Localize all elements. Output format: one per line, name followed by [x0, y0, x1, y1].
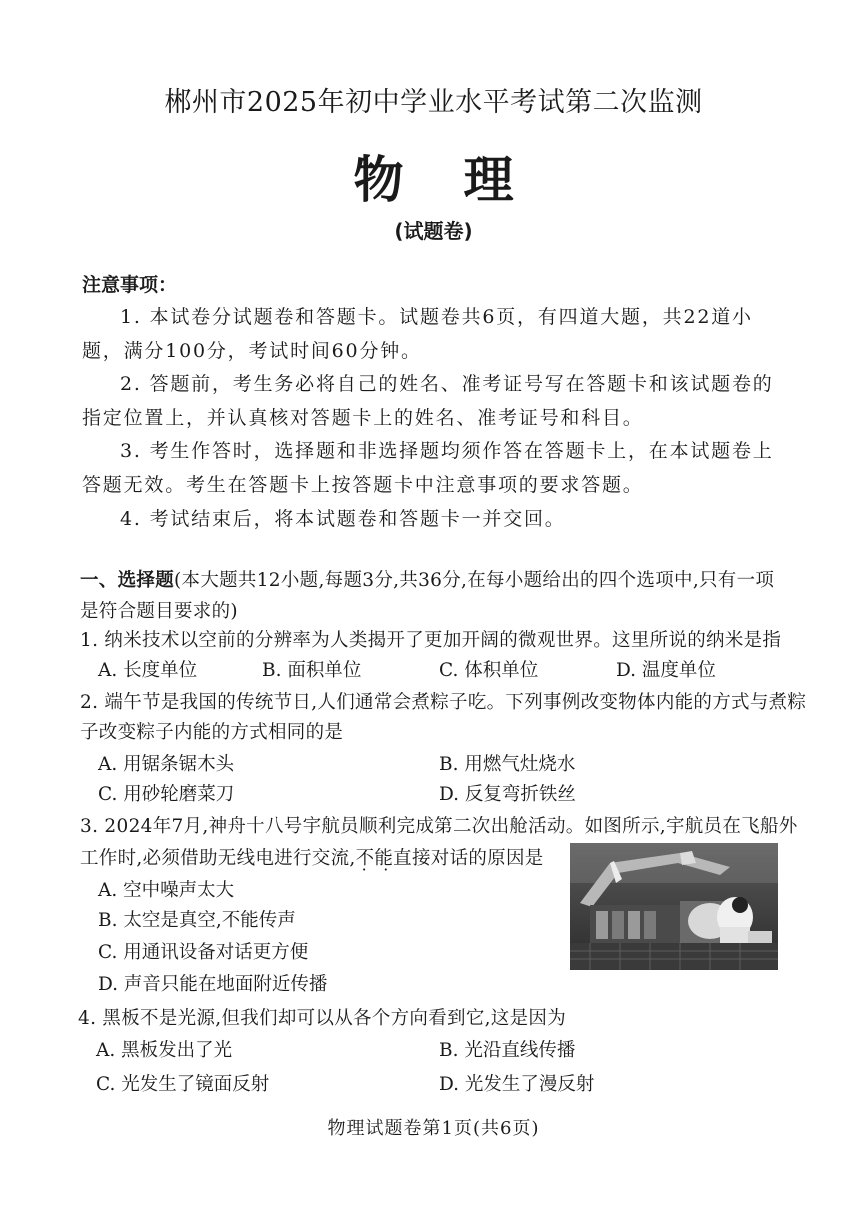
- subject-title: 物理: [353, 151, 574, 209]
- question-3-stem: 3. 2024年7月,神舟十八号宇航员顺利完成第二次出舱活动。如图所示,宇航员在飞船外: [80, 816, 798, 837]
- question-2-option-c: C. 用砂轮磨菜刀: [98, 784, 235, 805]
- section-1-header: [80, 566, 774, 592]
- notice-item-1: 1. 本试卷分试题卷和答题卡。试题卷共6页，有四道大题，共22道小: [120, 306, 753, 328]
- question-1-option-a: A. 长度单位: [98, 660, 198, 681]
- question-1-option-c: C. 体积单位: [439, 660, 539, 681]
- notice-item-3: 3. 考生作答时，选择题和非选择题均须作答在答题卡上，在本试题卷上: [120, 440, 774, 462]
- question-1-stem: 1. 纳米技术以空前的分辨率为人类揭开了更加开阔的微观世界。这里所说的纳米是指: [80, 630, 782, 651]
- question-4-option-d: D. 光发生了漫反射: [439, 1074, 595, 1095]
- notice-item-2-cont: 指定位置上，并认真核对答题卡上的姓名、准考证号和科目。: [82, 407, 644, 429]
- question-4-option-c: C. 光发生了镜面反射: [96, 1074, 270, 1095]
- section-1-desc-cont: 是符合题目要求的): [80, 601, 238, 622]
- question-4-option-a: A. 黑板发出了光: [96, 1040, 233, 1061]
- question-3-stem-part: 工作时,必须借助无线电进行交流,: [80, 848, 356, 869]
- paper-type: (试题卷): [394, 219, 473, 243]
- question-1-option-d: D. 温度单位: [616, 660, 716, 681]
- question-3-stem-cont: [80, 844, 544, 870]
- question-3-stem-end: 直接对话的原因是: [393, 848, 544, 869]
- question-3-option-b: B. 太空是真空,不能传声: [98, 910, 296, 931]
- question-4-option-b: B. 光沿直线传播: [439, 1040, 576, 1061]
- section-1-desc: (本大题共12小题,每题3分,共36分,在每小题给出的四个选项中,只有一项: [174, 570, 775, 591]
- notice-heading: 注意事项：: [82, 274, 178, 296]
- question-2-stem: 2. 端午节是我国的传统节日,人们通常会煮粽子吃。下列事例改变物体内能的方式与煮粽: [80, 692, 807, 713]
- notice-item-4: 4. 考试结束后，将本试题卷和答题卡一并交回。: [120, 508, 566, 530]
- section-1-label: 一、选择题: [80, 570, 175, 591]
- question-1-option-b: B. 面积单位: [262, 660, 362, 681]
- spacewalk-photo: [570, 843, 778, 970]
- question-2-option-b: B. 用燃气灶烧水: [439, 754, 576, 775]
- question-3-option-d: D. 声音只能在地面附近传播: [98, 974, 328, 995]
- exam-title: 郴州市2025年初中学业水平考试第二次监测: [164, 87, 703, 118]
- page-footer: 物理试题卷第1页(共6页): [327, 1118, 540, 1139]
- question-3-option-a: A. 空中噪声太大: [98, 880, 235, 901]
- question-4-stem: 4. 黑板不是光源,但我们却可以从各个方向看到它,这是因为: [78, 1008, 566, 1029]
- question-2-option-a: A. 用锯条锯木头: [98, 754, 235, 775]
- question-2-option-d: D. 反复弯折铁丝: [439, 784, 576, 805]
- notice-item-2: 2. 答题前，考生务必将自己的姓名、准考证号写在答题卡和该试题卷的: [120, 373, 774, 395]
- notice-item-3-cont: 答题无效。考生在答题卡上按答题卡中注意事项的要求答题。: [82, 474, 644, 496]
- question-3-option-c: C. 用通讯设备对话更方便: [98, 942, 309, 963]
- question-3-emphasis: 不能 · ·: [356, 848, 394, 869]
- question-2-stem-cont: 子改变粽子内能的方式相同的是: [80, 722, 344, 743]
- notice-item-1-cont: 题，满分100分，考试时间60分钟。: [82, 340, 422, 362]
